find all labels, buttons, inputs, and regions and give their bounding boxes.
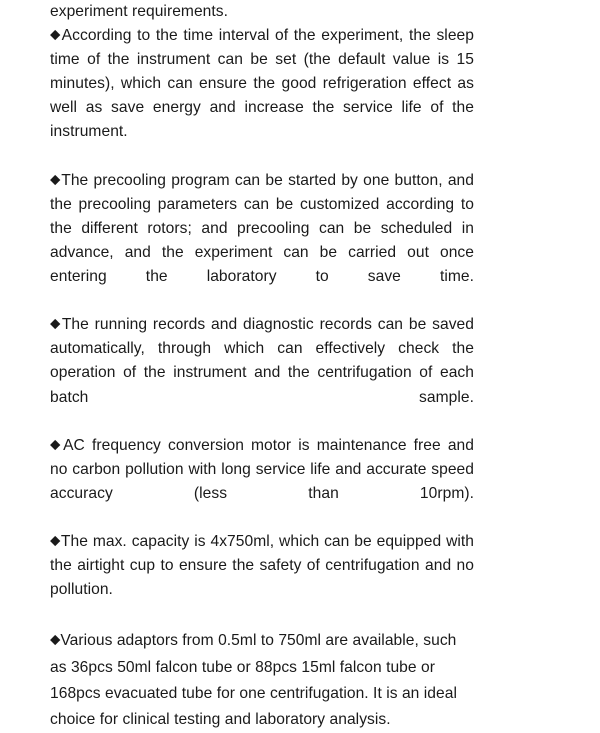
paragraph-text: The running records and diagnostic records can be saved automatically, through which can effectively check the operation of the instrument and the centrifugation of each batch sample. bbox=[50, 316, 474, 406]
diamond-bullet-icon: ◆ bbox=[50, 631, 61, 648]
paragraph-precooling-program bbox=[50, 169, 474, 314]
diamond-bullet-icon: ◆ bbox=[50, 315, 62, 332]
paragraph-text: Various adaptors from 0.5ml to 750ml are available, such as 36pcs 50ml falcon tube or 88pcs 15ml falcon tube or 168pcs evacuated tube for one centrifugation. It is an ideal choice for clinical testing and laboratory analysis. bbox=[50, 632, 457, 729]
paragraph-adaptors bbox=[50, 628, 474, 733]
paragraph-continuation bbox=[50, 0, 474, 24]
paragraph-text: experiment requirements. bbox=[50, 3, 229, 20]
text-column bbox=[50, 0, 474, 733]
paragraph-text: AC frequency conversion motor is maintenance free and no carbon pollution with long service life and accurate speed accuracy (less than 10rpm). bbox=[50, 436, 474, 502]
paragraph-text: The max. capacity is 4x750ml, which can be equipped with the airtight cup to ensure the safety of centrifugation and no pollution. bbox=[50, 533, 474, 599]
diamond-bullet-icon: ◆ bbox=[50, 532, 61, 549]
paragraph-ac-frequency-motor bbox=[50, 434, 474, 530]
paragraph-text: According to the time interval of the experiment, the sleep time of the instrument can be set (the default value is 15 minutes), which can ensure the good refrigeration effect as well as save energy and increase the service life of the instrument. bbox=[50, 27, 474, 141]
paragraph-max-capacity bbox=[50, 530, 474, 626]
paragraph-sleep-time bbox=[50, 24, 474, 169]
diamond-bullet-icon: ◆ bbox=[50, 171, 62, 188]
paragraph-running-records bbox=[50, 313, 474, 433]
diamond-bullet-icon: ◆ bbox=[50, 26, 62, 43]
paragraph-text: The precooling program can be started by one button, and the precooling parameters can be customized according to the different rotors; and precooling can be scheduled in advance, and the experiment can be carried out once entering the laboratory to save time. bbox=[50, 171, 475, 286]
diamond-bullet-icon: ◆ bbox=[50, 436, 64, 453]
